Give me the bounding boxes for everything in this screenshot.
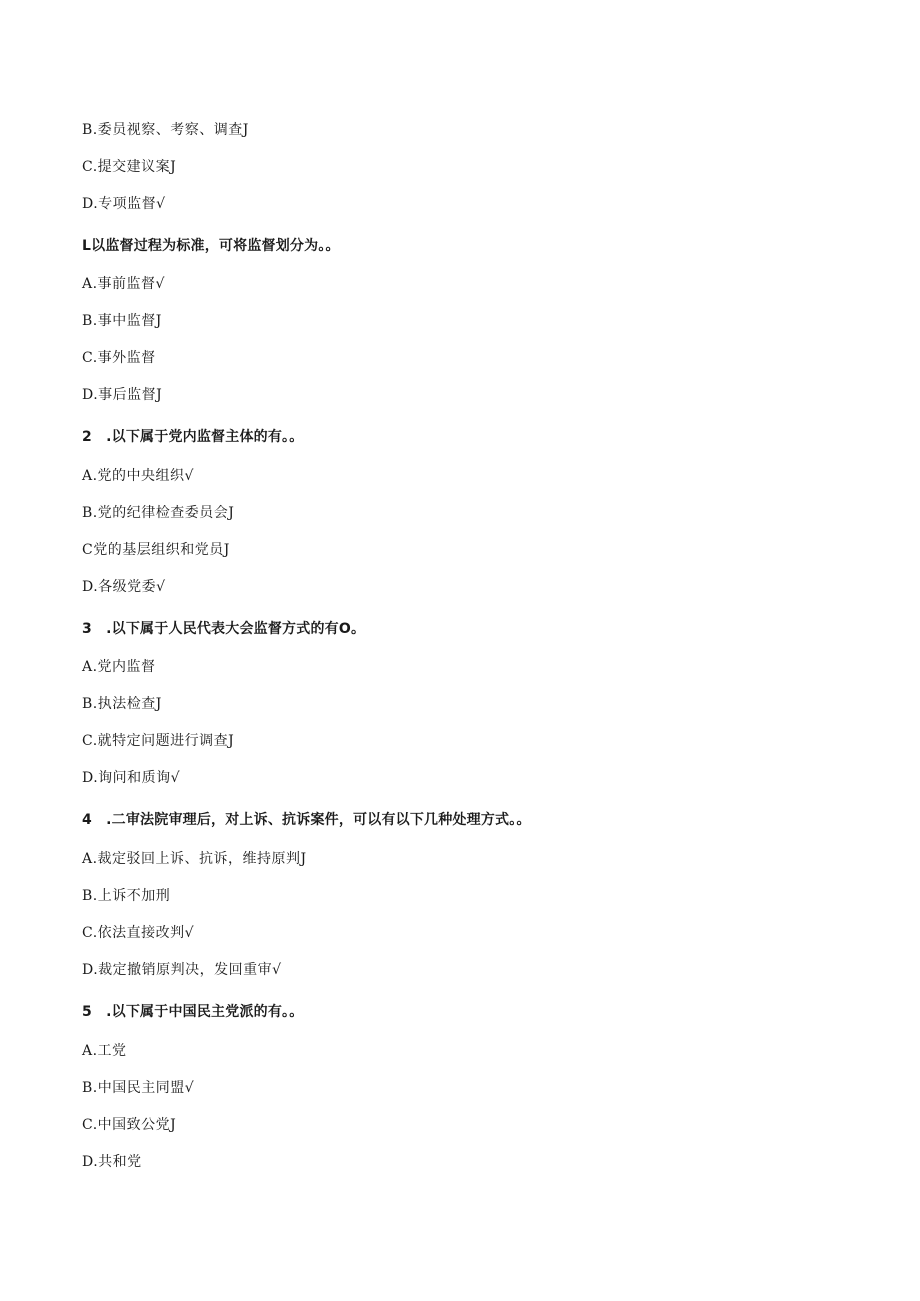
option-line: D.询问和质询√ (82, 770, 181, 786)
option-line: D.各级党委√ (82, 579, 166, 595)
option-line: A.党的中央组织√ (82, 468, 194, 484)
option-line: B.中国民主同盟√ (82, 1080, 195, 1096)
option-line: B.执法检查J (82, 696, 162, 712)
option-line: B.委员视察、考察、调查J (82, 122, 249, 138)
option-line: A.党内监督 (82, 659, 156, 675)
option-line: C.中国致公党J (82, 1117, 177, 1133)
option-line: C.就特定问题进行调查J (82, 733, 235, 749)
option-line: B.党的纪律检查委员会J (82, 505, 235, 521)
option-line: C.事外监督 (82, 350, 156, 366)
question-line: 4 .二审法院审理后，对上诉、抗诉案件，可以有以下几种处理方式。。 (82, 812, 531, 828)
option-line: A.裁定驳回上诉、抗诉，维持原判J (82, 851, 307, 867)
option-line: C党的基层组织和党员J (82, 542, 230, 558)
option-line: B.上诉不加刑 (82, 888, 171, 904)
option-line: A.事前监督√ (82, 276, 165, 292)
question-line: 3 .以下属于人民代表大会监督方式的有O。 (82, 621, 366, 637)
option-line: D.专项监督√ (82, 196, 166, 212)
option-line: A.工党 (82, 1043, 127, 1059)
option-line: C.依法直接改判√ (82, 925, 195, 941)
option-line: C.提交建议案J (82, 159, 177, 175)
question-line: 2 .以下属于党内监督主体的有。。 (82, 429, 304, 445)
question-line: 5 .以下属于中国民主党派的有。。 (82, 1004, 304, 1020)
option-line: D.共和党 (82, 1154, 142, 1170)
question-line: L以监督过程为标准，可将监督划分为。。 (82, 238, 340, 254)
option-line: D.裁定撤销原判决，发回重审√ (82, 962, 282, 978)
option-line: D.事后监督J (82, 387, 163, 403)
option-line: B.事中监督J (82, 313, 162, 329)
